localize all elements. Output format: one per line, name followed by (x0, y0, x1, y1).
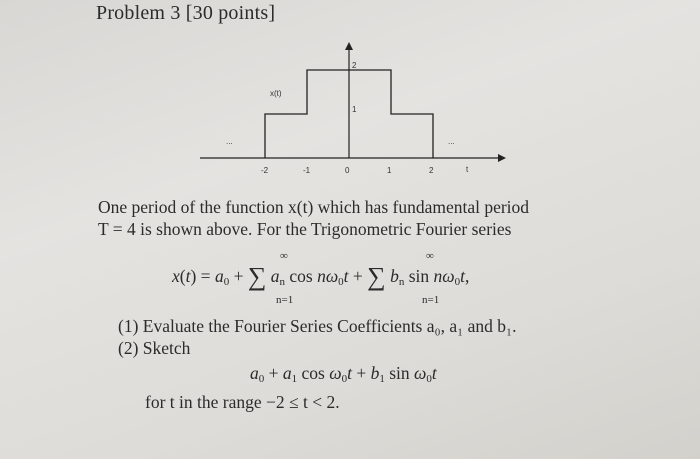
paragraph-line-2: T = 4 is shown above. For the Trigonometric Fourier series (98, 219, 512, 239)
continuation-left: ... (226, 137, 233, 146)
sketch-expression: $a_0 + a_1$ $\cos \omega_0t + b_1$ $\sin \omega_0t$ (250, 363, 437, 385)
x-tick-label: -2 (261, 166, 269, 175)
x-axis-label: t (466, 165, 469, 174)
x-tick-label: 2 (429, 166, 434, 175)
sum-upper-limit-2: ∞ (426, 250, 434, 262)
signal-plot (0, 0, 700, 200)
x-tick-label: -1 (303, 166, 311, 175)
question-2: (2) Sketch (118, 338, 191, 358)
signal-label: x(t) (270, 89, 282, 98)
x-tick-label: 1 (387, 166, 392, 175)
continuation-right: ... (448, 137, 455, 146)
x-tick-label: 0 (345, 166, 350, 175)
x-axis-arrow (498, 154, 506, 162)
fourier-series-equation: $x(t) = a_0$ + ∑ $a_n$ $\cos n\omega_0t$ + ∑ $b_n$ $\sin n\omega_0t$, (172, 262, 470, 291)
question-1: (1) Evaluate the Fourier Series Coefficients a₀, a₁ and b₁. (118, 316, 517, 336)
sum-upper-limit-1: ∞ (280, 250, 288, 262)
y-axis-arrow (345, 42, 353, 50)
y-level-label: 1 (352, 105, 357, 114)
range-line: for t in the range −2 ≤ t < 2. (145, 392, 340, 412)
problem-title: Problem 3 [30 points] (96, 2, 276, 24)
sum-lower-limit-2: n=1 (422, 294, 440, 306)
paragraph-line-1: One period of the function x(t) which has fundamental period (98, 197, 530, 217)
sum-lower-limit-1: n=1 (276, 294, 294, 306)
y-level-label: 2 (352, 61, 357, 70)
